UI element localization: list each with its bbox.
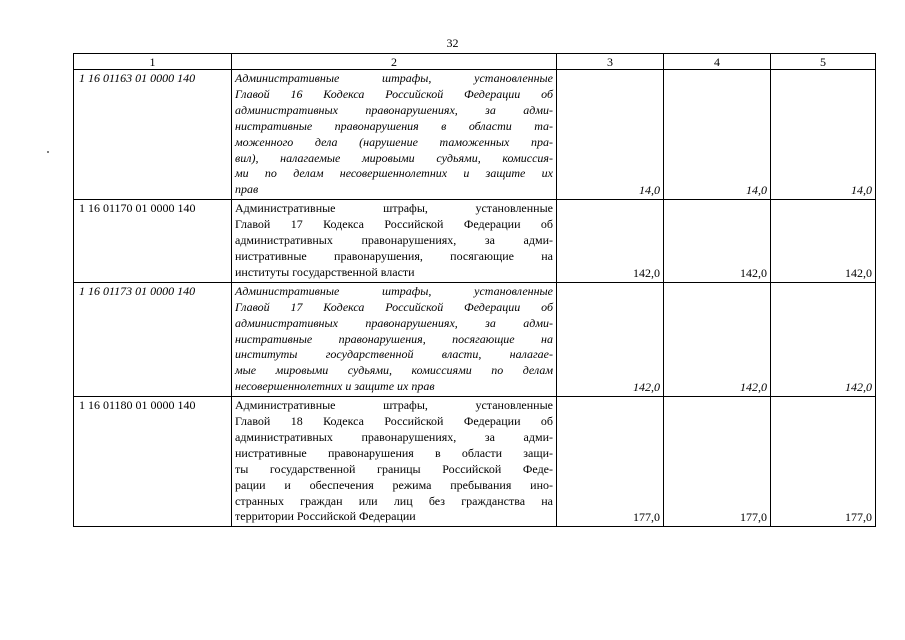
- description-line: нистративные правонарушения, посягающие на: [235, 248, 553, 263]
- column-header-3: 3: [557, 54, 664, 70]
- description-line: Главой 17 Кодекса Российской Федерации об: [235, 217, 553, 232]
- amount-year-3: 142,0: [771, 282, 876, 396]
- description-line: прав: [235, 182, 259, 197]
- description-line: Главой 16 Кодекса Российской Федерации об: [235, 86, 553, 101]
- amount-year-2: 14,0: [664, 70, 771, 200]
- description-line: рации и обеспечения режима пребывания ино-: [235, 477, 553, 492]
- revenue-description: [232, 397, 557, 527]
- amount-year-2: 142,0: [664, 282, 771, 396]
- description-line: административных правонарушениях, за адми-: [235, 102, 553, 117]
- amount-year-2: 142,0: [664, 200, 771, 283]
- classification-code: 1 16 01173 01 0000 140: [74, 282, 232, 396]
- classification-code: 1 16 01170 01 0000 140: [74, 200, 232, 283]
- description-line: нистративные правонарушения, посягающие на: [235, 331, 553, 346]
- description-line: моженного дела (нарушение таможенных пра-: [235, 134, 553, 149]
- description-line: Административные штрафы, установленные: [235, 201, 553, 216]
- column-header-4: 4: [664, 54, 771, 70]
- revenue-description: [232, 70, 557, 200]
- column-header-2: 2: [232, 54, 557, 70]
- revenue-description: [232, 282, 557, 396]
- description-line: странных граждан или лиц без гражданства на: [235, 493, 553, 508]
- classification-code: 1 16 01180 01 0000 140: [74, 397, 232, 527]
- page-number: 32: [446, 36, 459, 50]
- description-line: Административные штрафы, установленные: [235, 71, 553, 85]
- description-line: нистративные правонарушения в области та-: [235, 118, 553, 133]
- description-line: Административные штрафы, установленные: [235, 398, 553, 413]
- amount-year-1: 142,0: [557, 282, 664, 396]
- description-line: институты государственной власти: [235, 264, 415, 279]
- description-line: административных правонарушениях, за адми-: [235, 429, 553, 444]
- description-line: мые мировыми судьями, комиссиями по делам: [235, 363, 553, 378]
- description-line: ты государственной границы Российской Феде-: [235, 461, 553, 476]
- description-line: ми по делам несовершеннолетних и защите их: [235, 166, 553, 181]
- amount-year-3: 142,0: [771, 200, 876, 283]
- description-line: Главой 17 Кодекса Российской Федерации об: [235, 299, 553, 314]
- description-line: административных правонарушениях, за адми-: [235, 315, 553, 330]
- amount-year-1: 14,0: [557, 70, 664, 200]
- scan-speck: [47, 151, 49, 153]
- revenue-description: [232, 200, 557, 283]
- description-line: институты государственной власти, налагае-: [235, 347, 553, 362]
- classification-code: 1 16 01163 01 0000 140: [74, 70, 232, 200]
- amount-year-3: 177,0: [771, 397, 876, 527]
- amount-year-1: 142,0: [557, 200, 664, 283]
- description-line: административных правонарушениях, за адми-: [235, 233, 553, 248]
- amount-year-2: 177,0: [664, 397, 771, 527]
- description-line: вил), налагаемые мировыми судьями, комиссия-: [235, 150, 553, 165]
- description-line: Административные штрафы, установленные: [235, 283, 553, 298]
- column-header-5: 5: [771, 54, 876, 70]
- column-header-1: 1: [74, 54, 232, 70]
- table-row: [74, 397, 876, 527]
- table-row: [74, 70, 876, 200]
- description-line: территории Российской Федерации: [235, 509, 416, 524]
- description-line: несовершеннолетних и защите их прав: [235, 379, 435, 394]
- description-line: Главой 18 Кодекса Российской Федерации об: [235, 414, 553, 429]
- header-row: [74, 54, 876, 70]
- revenue-table: [73, 53, 876, 527]
- description-line: нистративные правонарушения в области защи-: [235, 445, 553, 460]
- amount-year-1: 177,0: [557, 397, 664, 527]
- amount-year-3: 14,0: [771, 70, 876, 200]
- table-row: [74, 200, 876, 283]
- table-row: [74, 282, 876, 396]
